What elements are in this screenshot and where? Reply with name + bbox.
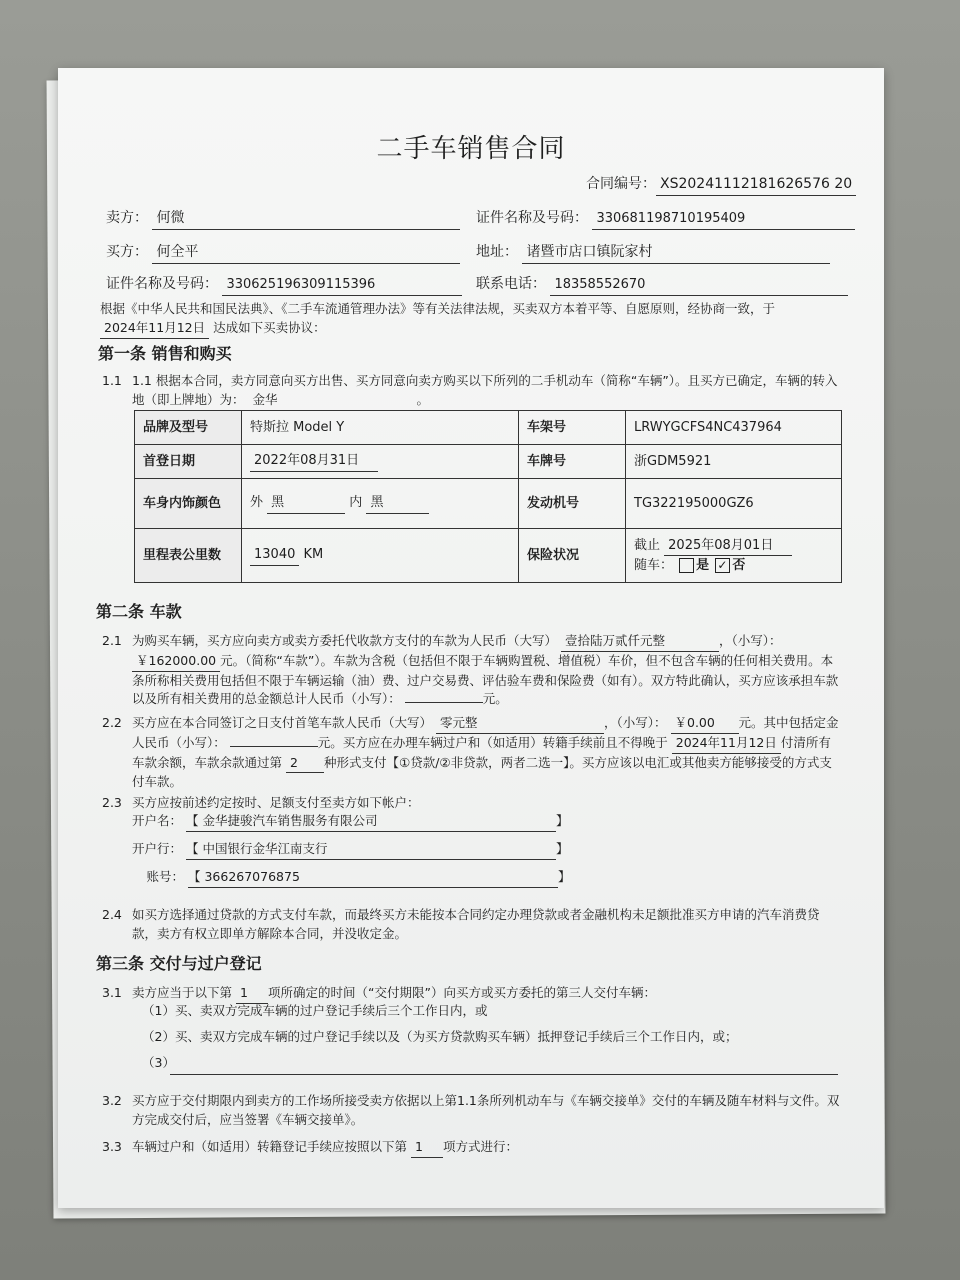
clause-3-3-text-b: 项方式进行： (443, 1139, 519, 1154)
seller-id-label: 证件名称及号码： (476, 210, 588, 226)
address-row (476, 242, 830, 264)
clause-2-2-text-f: 种形式支付【①贷款/②非贷款，两者二选一】。买方应该以电汇或其他卖方能够接受的方式支付车款。 (132, 754, 832, 790)
clause-1-1 (132, 372, 842, 411)
vin-label: 车架号 (519, 411, 626, 445)
registration-place: 金华 (249, 391, 417, 411)
with-car-label: 随车： (634, 558, 674, 573)
buyer-row (106, 242, 460, 264)
no-checkbox[interactable] (715, 558, 730, 573)
buyer-address: 诸暨市店口镇阮家村 (522, 242, 830, 264)
clause-3-1-text-a: 卖方应当于以下第 (132, 985, 233, 1000)
address-label: 地址： (476, 244, 518, 260)
preamble-text: 根据《中华人民共和国民法典》、《二手车流通管理办法》等有关法律法规，买卖双方本着平等、自愿原则，经协商一致，于 (100, 301, 776, 316)
plate-label: 车牌号 (519, 445, 626, 479)
insurance-cell (626, 529, 842, 583)
total-amount-blank[interactable] (405, 702, 483, 703)
seller-name: 何微 (152, 208, 460, 230)
article-3-title: 第三条 交付与过户登记 (96, 954, 262, 973)
buyer-label: 买方： (106, 244, 148, 260)
clause-number: 2.2 (102, 715, 122, 730)
delivery-option: 1 (236, 984, 268, 1004)
clause-2-2-text-a: 买方应在本合同签订之日支付首笔车款人民币（大写） (132, 715, 433, 730)
clause-number: 3.1 (102, 985, 122, 1000)
odometer-unit: KM (303, 547, 324, 563)
registration-option: 1 (411, 1138, 443, 1158)
insurance-until-row (634, 536, 833, 557)
reg-date-value: 2022年08月31日 (250, 451, 378, 472)
with-car-row (634, 556, 833, 576)
yes-label: 是 (696, 558, 710, 573)
account-name-row: 开户名： 【 金华捷骏汽车销售服务有限公司 】 (132, 812, 569, 832)
contract-page (58, 68, 884, 1208)
buyer-name: 何全平 (152, 242, 460, 264)
first-payment-uppercase: 零元整 (436, 714, 604, 734)
delivery-option-2: （2）买、卖双方完成车辆的过户登记手续以及（为买方贷款购买车辆）抵押登记手续后三个工作日内，或； (142, 1029, 738, 1044)
insurance-label: 保险状况 (519, 529, 626, 583)
phone-label: 联系电话： (476, 276, 546, 292)
buyer-id: 330625196309115396 (222, 275, 462, 296)
bank-field: 【 中国银行金华江南支行 (186, 840, 556, 860)
clause-number: 1.1 (102, 373, 122, 388)
payment-method: 2 (286, 754, 324, 774)
bank-row: 开户行： 【 中国银行金华江南支行 】 (132, 840, 569, 860)
account-name-field: 【 金华捷骏汽车销售服务有限公司 (186, 812, 556, 832)
clause-2-2-text-b: ，（小写）： (604, 715, 667, 730)
seller-id-row (476, 208, 855, 230)
interior-color: 黑 (366, 493, 429, 514)
reg-date-label: 首登日期 (135, 445, 242, 479)
clause-2-1-text-c: 元。（简称“车款”）。车款为含税（包括但不限于车辆购置税、增值税）车价，但不包含车辆的任何相关费用。本条所称相关费用包括但不限于车辆运输（油）费、过户交易费、评估验车费和保险费（如有）。双方特此确认，买方应该承担车款以及所有相关费用的总金额总计人民币（小写）： (132, 652, 839, 707)
plate-value: 浙GDM5921 (626, 445, 842, 479)
buyer-phone: 18358552670 (550, 275, 848, 296)
clause-number: 3.3 (102, 1139, 122, 1154)
account-name-label: 开户名： (132, 813, 183, 828)
contract-number: XS20241112181626576 20 (656, 174, 856, 196)
preamble-date: 2024年11月12日 (100, 319, 209, 339)
color-label: 车身内饰颜色 (135, 479, 242, 529)
buyer-id-row (106, 274, 462, 296)
odometer-label: 里程表公里数 (135, 529, 242, 583)
no-label: 否 (732, 558, 746, 573)
interior-label: 内 (349, 495, 363, 511)
clause-2-1-text-b: ，（小写）： (719, 633, 782, 648)
odometer-value: 13040 (250, 545, 299, 566)
phone-row (476, 274, 848, 296)
seller-id: 330681198710195409 (592, 209, 855, 230)
clause-2-1 (132, 632, 842, 709)
clause-2-2-text-e: 付清所有车款余额，车款余款通过第 (132, 734, 831, 770)
engine-value: TG322195000GZ6 (626, 479, 842, 529)
bank-label: 开户行： (132, 841, 183, 856)
delivery-option-1: （1）买、卖双方完成车辆的过户登记手续后三个工作日内，或 (142, 1003, 488, 1018)
yes-checkbox[interactable] (679, 558, 694, 573)
preamble (100, 300, 840, 339)
clause-2-1-text-d: 元。 (482, 691, 508, 707)
first-payment-amount: ￥0.00 (671, 714, 739, 734)
delivery-option-3-blank[interactable] (170, 1074, 838, 1075)
payment-deadline: 2024年11月12日 (672, 734, 781, 754)
clause-number: 3.2 (102, 1093, 122, 1108)
insurance-until: 2025年08月01日 (664, 536, 792, 557)
brand-label: 品牌及型号 (135, 411, 242, 445)
preamble-text-end: 达成如下买卖协议： (213, 319, 326, 335)
clause-1-1-text: 1.1 根据本合同，卖方同意向买方出售、买方同意向卖方购买以下所列的二手机动车（简称“车辆”）。且买方已确定，车辆的转入地（即上牌地）为： (132, 373, 838, 407)
contract-number-row (586, 174, 856, 196)
bank-name: 中国银行金华江南支行 (202, 841, 328, 856)
clause-2-2-text-d: 元。买方应在办理车辆过户和（如适用）转籍手续前且不得晚于 (317, 734, 668, 750)
clause-number: 2.4 (102, 907, 122, 922)
clause-3-2: 买方应于交付期限内到卖方的工作场所接受卖方依据以上第1.1条所列机动车与《车辆交接单》交付的车辆及随车材料与文件。双方完成交付后，应当签署《车辆交接单》。 (132, 1093, 840, 1127)
account-number: 366267076875 (204, 869, 300, 884)
contract-number-label: 合同编号： (586, 176, 656, 192)
account-number-label: 账号： (146, 869, 184, 884)
price-uppercase: 壹拾陆万贰仟元整 (561, 632, 719, 652)
color-cell (242, 479, 519, 529)
article-1-title: 第一条 销售和购买 (98, 344, 232, 363)
clause-3-1-text-b: 项所确定的时间（“交付期限”）向买方或买方委托的第三人交付车辆： (268, 985, 656, 1000)
engine-label: 发动机号 (519, 479, 626, 529)
account-name: 金华捷骏汽车销售服务有限公司 (202, 813, 378, 828)
delivery-option-3: （3） (142, 1055, 175, 1070)
clause-2-1-text-a: 为购买车辆，买方应向卖方或卖方委托代收款方支付的车款为人民币（大写） (132, 633, 558, 648)
vin-value: LRWYGCFS4NC437964 (626, 411, 842, 445)
clause-2-3: 买方应按前述约定按时、足额支付至卖方如下帐户： (132, 795, 420, 810)
clause-3-3-text-a: 车辆过户和（如适用）转籍登记手续应按照以下第 (132, 1139, 408, 1154)
account-number-row: 账号： 【 366267076875 】 (132, 868, 571, 888)
clause-1-1-end: 。 (416, 391, 430, 407)
exterior-label: 外 (250, 495, 264, 511)
exterior-color: 黑 (267, 493, 345, 514)
deposit-blank[interactable] (230, 746, 318, 747)
clause-3-3 (132, 1138, 842, 1158)
vehicle-info-table (134, 410, 842, 583)
clause-2-2 (132, 714, 842, 792)
odometer-cell (242, 529, 519, 583)
clause-2-4: 如买方选择通过贷款的方式支付车款，而最终买方未能按本合同约定办理贷款或者金融机构未足额批准买方申请的汽车消费贷款，卖方有权立即单方解除本合同，并没收定金。 (132, 907, 820, 941)
article-2-title: 第二条 车款 (96, 602, 182, 621)
seller-row (106, 208, 460, 230)
account-number-field: 【 366267076875 (188, 868, 558, 888)
clause-number: 2.1 (102, 633, 122, 648)
brand-value: 特斯拉 Model Y (242, 411, 519, 445)
clause-2-2-text-c: 元。其中包括定金人民币（小写）： (132, 715, 839, 750)
buyer-id-label: 证件名称及号码： (106, 276, 218, 292)
price-amount: ￥162000.00 (132, 652, 220, 672)
contract-title: 二手车销售合同 (376, 134, 566, 164)
seller-label: 卖方： (106, 210, 148, 226)
clause-3-1 (132, 984, 842, 1004)
reg-date-cell (242, 445, 519, 479)
clause-number: 2.3 (102, 795, 122, 810)
insurance-until-label: 截止 (634, 537, 661, 553)
